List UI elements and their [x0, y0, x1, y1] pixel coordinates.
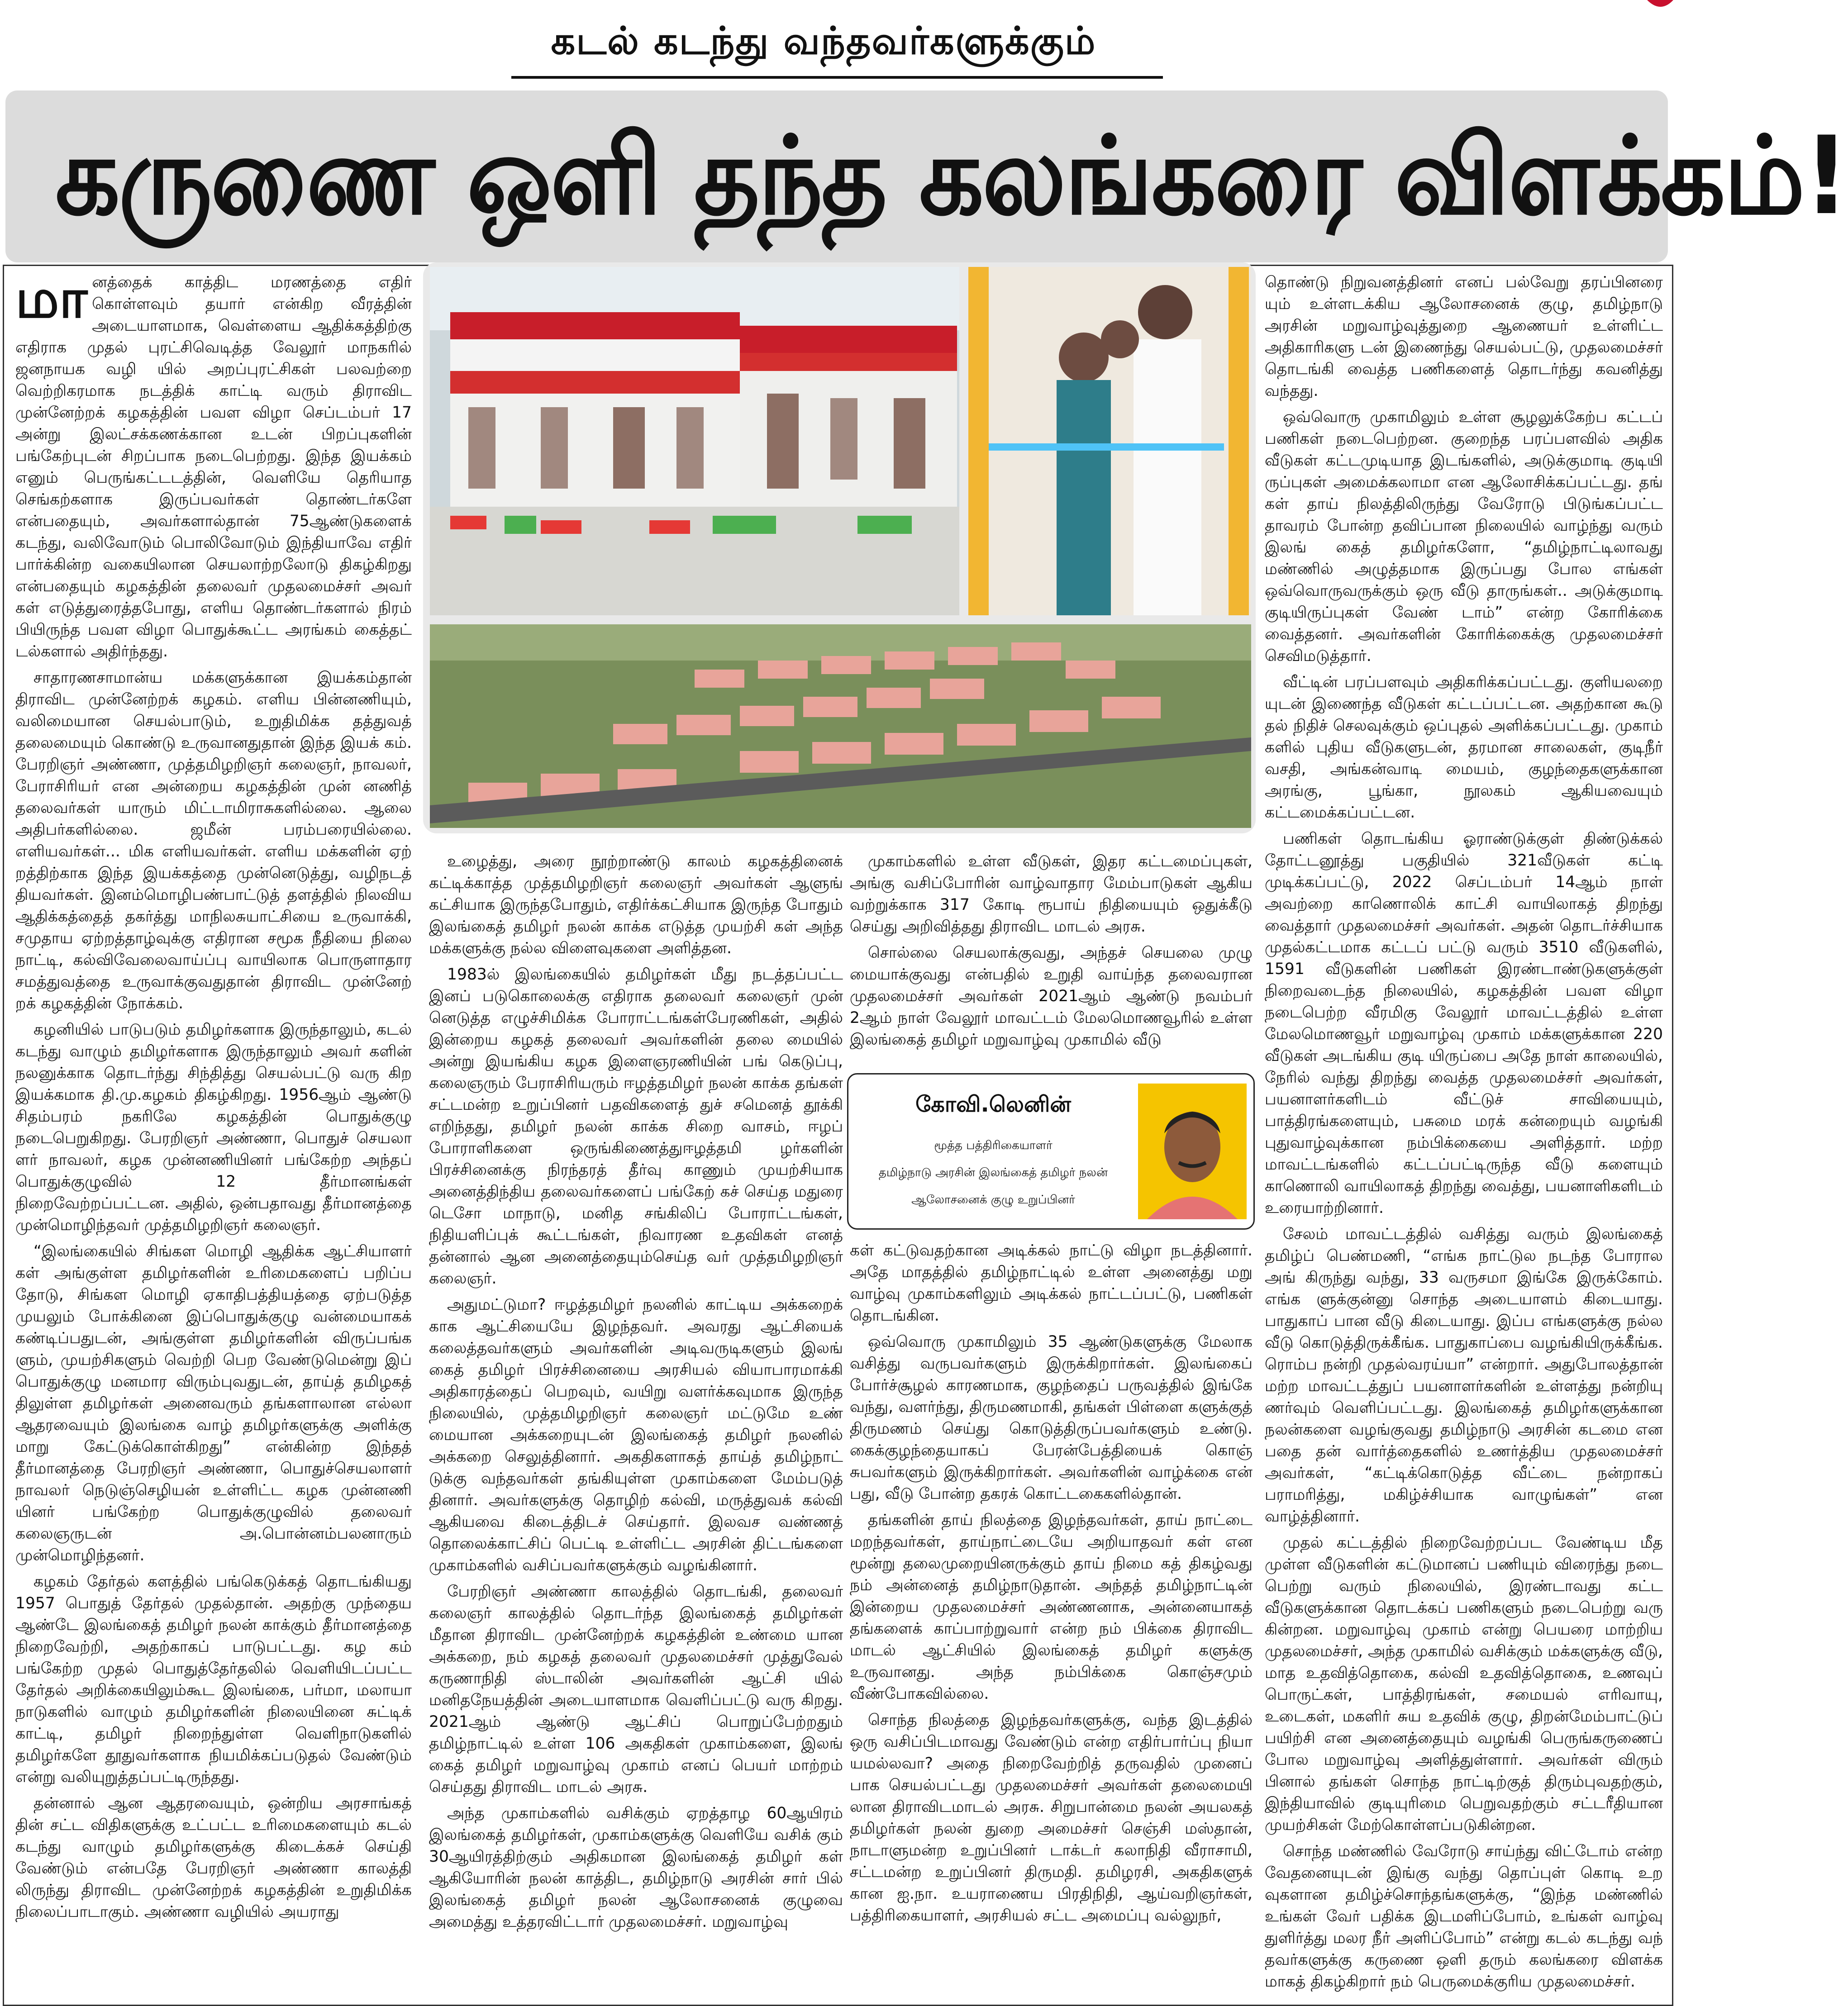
- column-2: [429, 851, 843, 1991]
- page-corner-mark: [1638, 0, 1673, 9]
- author-box: [847, 1073, 1255, 1230]
- col4-paragraph-4: பணிகள் தொடங்கிய ஓராண்டுக்குள் திண்டுக்கல் தோட்டனூத்து பகுதியில் 321வீடுகள் கட்டி முடிக்கப்பட்டு, 2022 செப்டம்பர் 14ஆம் நாள் அவற்றை காணொலிக் காட்சி வாயிலாகத் திறந்து வைத்தார் முதலமைச்சர் அவர்கள். அதன் தொடர்ச்சியாக முதல்கட்டமாக கட்டப் பட்டு வரும் 3510 வீடுகளில், 1591 வீடுகளின் பணிகள் இரண்டாண்டுகளுக்குள் நிறைவடைந்த நிலையில், கழகத்தின் பவள விழா நடைபெற்ற வீரமிகு வேலூர் மாவட்டத்தில் உள்ள மேலமொணவூர் மறுவாழ்வு முகாம் மக்களுக்கான 220 வீடுகள் அடங்கிய குடி யிருப்பை அதே நாள் காலையில், நேரில் வந்து திறந்து வைத்த முதலமைச்சர் அவர்கள், பயனாளர்களிடம் வீட்டுச் சாவியையும், பாத்திரங்களையும், பசுமை மரக் கன்றையும் வழங்கி புதுவாழ்வுக்கான நம்பிக்கையை அளித்தார். மற்ற மாவட்டங்களில் கட்டப்பட்டிருந்த வீடு களையும் காணொலி வாயிலாகத் திறந்து வைத்து, பயனாளிகளிடம் உரையாற்றினார்.: [1265, 830, 1663, 1217]
- dropcap: மா: [15, 267, 85, 330]
- photo-collage: [423, 262, 1256, 833]
- col1-paragraph-4: “இலங்கையில் சிங்கள மொழி ஆதிக்க ஆட்சியாளர் கள் அங்குள்ள தமிழர்களின் உரிமைகளைப் பறிப்ப தோடு, சிங்கள மொழி ஏகாதிபத்தியத்தை ஏற்படுத்த முயலும் போக்கினை இப்பொதுக்குழு வன்மையாகக் கண்டிப்பதுடன், அங்குள்ள தமிழர்களின் விருப்பங்க ளும், முயற்சிகளும் வெற்றி பெற வேண்டுமென்று இப் பொதுக்குழு மனமார விரும்புவதுடன், தாய்த் தமிழகத் திலுள்ள தமிழர்கள் அனைவரும் தங்களாலான எல்லா ஆதரவையும் இலங்கை வாழ் தமிழர்களுக்கு அளிக்கு மாறு கேட்டுக்கொள்கிறது” என்கின்ற இந்தத் தீர்மானத்தை பேரறிஞர் அண்ணா, பொதுச்செயலாளர் நாவலர் நெடுஞ்செழியன் உள்ளிட்ட கழக முன்னணி யினர் பங்கேற்ற பொதுக்குழுவில் தலைவர் கலைஞருடன் அ.பொன்னம்பலனாரும் முன்மொழிந்தனர்.: [15, 1242, 412, 1564]
- author-title: மூத்த பத்திரிகையாளர்: [934, 1139, 1053, 1152]
- col4-paragraph-1: தொண்டு நிறுவனத்தினர் எனப் பல்வேறு தரப்பினரை யும் உள்ளடக்கிய ஆலோசனைக் குழு, தமிழ்நாடு அரசின் மறுவாழ்வுத்துறை ஆணையர் உள்ளிட்ட அதிகாரிகளு டன் இணைந்து செயல்பட்டு, முதலமைச்சர் தொடங்கி வைத்த பணிகளைத் தொடர்ந்து கவனித்து வந்தது.: [1265, 273, 1663, 400]
- col2-paragraph-4: பேரறிஞர் அண்ணா காலத்தில் தொடங்கி, தலைவர் கலைஞர் காலத்தில் தொடர்ந்த இலங்கைத் தமிழர்கள் மீதான திராவிட முன்னேற்றக் கழகத்தின் உண்மை யான அக்கறை, நம் கழகத் தலைவர் முதலமைச்சர் முத்துவேல் கருணாநிதி ஸ்டாலின் அவர்களின் ஆட்சி யில் மனிதநேயத்தின் அடையாளமாக வெளிப்பட்டு வரு கிறது. 2021ஆம் ஆண்டு ஆட்சிப் பொறுப்பேற்றதும் தமிழ்நாட்டில் உள்ள 106 அகதிகள் முகாம்களை, இலங் கைத் தமிழர் மறுவாழ்வு முகாம் எனப் பெயர் மாற்றம் செய்தது திராவிட மாடல் அரசு.: [429, 1583, 843, 1796]
- col4-paragraph-3: வீட்டின் பரப்பளவும் அதிகரிக்கப்பட்டது. குளியலறை யுடன் இணைந்த வீடுகள் கட்டப்பட்டன. அதற்கான கூடு தல் நிதிச் செலவுக்கும் ஒப்புதல் அளிக்கப்பட்டது. முகாம் களில் புதிய வீடுகளுடன், தரமான சாலைகள், குடிநீர் வசதி, அங்கன்வாடி மையம், குழந்தைகளுக்கான அரங்கு, பூங்கா, நூலகம் ஆகியவையும் கட்டமைக்கப்பட்டன.: [1265, 673, 1663, 822]
- kicker-heading: கடல் கடந்து வந்தவர்களுக்கும்: [551, 19, 1096, 63]
- headline-banner: [5, 90, 1848, 262]
- col2-paragraph-5: அந்த முகாம்களில் வசிக்கும் ஏறத்தாழ 60ஆயிரம் இலங்கைத் தமிழர்கள், முகாம்களுக்கு வெளியே வசிக் கும் 30ஆயிரத்திற்கும் அதிகமான இலங்கைத் தமிழர் கள் ஆகியோரின் நலன் காத்திட, தமிழ்நாடு அரசின் சார் பில் இலங்கைத் தமிழர் நலன் ஆலோசனைக் குழுவை அமைத்து உத்தரவிட்டார் முதலமைச்சர். மறுவாழ்வு: [429, 1804, 843, 1931]
- author-role: ஆலோசனைக் குழு உறுப்பினர்: [911, 1193, 1075, 1207]
- col3-paragraph-5: தங்களின் தாய் நிலத்தை இழந்தவர்கள், தாய் நாட்டை மறந்தவர்கள், தாய்நாட்டையே அறியாதவர் கள் என மூன்று தலைமுறையினருக்கும் தாய் நிமை கத் திகழ்வது நம் அன்னைத் தமிழ்நாடுதான். அந்தத் தமிழ்நாட்டின் இன்றைய முதலமைச்சர் அண்ணனாக, அன்னையாகத் தங்களைக் காப்பாற்றுவார் என்ற நம் பிக்கை திராவிட மாடல் ஆட்சியில் இலங்கைத் தமிழர் களுக்கு உருவானது. அந்த நம்பிக்கை கொஞ்சமும் வீண்போகவில்லை.: [850, 1511, 1253, 1703]
- col4-paragraph-2: ஒவ்வொரு முகாமிலும் உள்ள சூழலுக்கேற்ப கட்டப் பணிகள் நடைபெற்றன. குறைந்த பரப்பளவில் அதிக வீடுகள் கட்டமுடியாத இடங்களில், அடுக்குமாடி குடியி ருப்புகள் அமைக்கலாமா என ஆலோசிக்கப்பட்டது. தங் கள் தாய் நிலத்திலிருந்து வேரோடு பிடுங்கப்பட்ட தாவரம் போன்ற தவிப்பான நிலையில் வாழ்ந்து வரும் இலங் கைத் தமிழர்களோ, “தமிழ்நாட்டிலாவது மண்ணில் அழுத்தமாக இருப்பது போல எங்கள் ஒவ்வொருவருக்கும் ஒரு வீடு தாருங்கள்.. அடுக்குமாடி குடியிருப்புகள் வேண் டாம்” என்ற கோரிக்கை வைத்தனர். அவர்களின் கோரிக்கைக்கு முதலமைச்சர் செவிமடுத்தார்.: [1265, 408, 1663, 665]
- photo-houses: [430, 267, 959, 615]
- col3-paragraph-3: கள் கட்டுவதற்கான அடிக்கல் நாட்டு விழா நடத்தினார். அதே மாதத்தில் தமிழ்நாட்டில் உள்ள அனைத்து மறு வாழ்வு முகாம்களிலும் அடிக்கல் நாட்டப்பட்டு, பணிகள் தொடங்கின.: [850, 1241, 1253, 1325]
- col2-paragraph-3: அதுமட்டுமா? ஈழத்தமிழர் நலனில் காட்டிய அக்கறைக் காக ஆட்சியையே இழந்தவர். அவரது ஆட்சியைக் கலைத்தவர்களும் அவர்களின் அடிவருடிகளும் இலங் கைத் தமிழர் பிரச்சினையை அரசியல் வியாபாரமாக்கி அதிகாரத்தைப் பெறவும், வயிறு வளர்க்கவுமாக இருந்த நிலையில், முத்தமிழறிஞர் கலைஞர் மட்டுமே உண் மையான அக்கறையுடன் இலங்கைத் தமிழர் நலனில் அக்கறை செலுத்தினார். அகதிகளாகத் தாய்த் தமிழ்நாட் டுக்கு வந்தவர்கள் தங்கியுள்ள முகாம்களை மேம்படுத் தினார். அவர்களுக்கு தொழிற் கல்வி, மருத்துவக் கல்வி ஆகியவை கிடைத்திடச் செய்தார். இலவச வண்ணத் தொலைக்காட்சிப் பெட்டி உள்ளிட்ட அரசின் திட்டங்களை முகாம்களில் வசிப்பவர்களுக்கும் வழங்கினார்.: [429, 1296, 843, 1574]
- col2-paragraph-1: உழைத்து, அரை நூற்றாண்டு காலம் கழகத்தினைக் கட்டிக்காத்த முத்தமிழறிஞர் கலைஞர் அவர்கள் ஆளுங் கட்சியாக இருந்தபோதும், எதிர்க்கட்சியாக இருந்த போதும் இலங்கைத் தமிழர் நலன் காக்க எடுத்த முயற்சி கள் அந்த மக்களுக்கு நல்ல விளைவுகளை அளித்தன.: [429, 852, 843, 957]
- column-4: [1265, 271, 1663, 1991]
- col2-paragraph-2: 1983ல் இலங்கையில் தமிழர்கள் மீது நடத்தப்பட்ட இனப் படுகொலைக்கு எதிராக தலைவர் கலைஞர் முன் னெடுத்த எழுச்சிமிக்க போராட்டங்கள்பேரணிகள், அதில் இன்றைய கழகத் தலைவர் அவர்களின் தலை மையில் அன்று இயங்கிய கழக இளைஞரணியின் பங் கெடுப்பு, கலைஞரும் பேராசிரியரும் ஈழத்தமிழர் நலன் காக்க தங்கள் சட்டமன்ற உறுப்பினர் பதவிகளைத் துச் சமெனத் தூக்கி எறிந்தது, தமிழர் நலன் காக்க சிறை வாசம், ஈழப் போராளிகளை ஒருங்கிணைத்துஈழத்தமி ழர்களின் பிரச்சினைக்கு நிரந்தரத் தீர்வு காணும் முயற்சியாக அனைத்திந்திய தலைவர்களைப் பங்கேற் கச் செய்த மதுரை டெசோ மாநாடு, மனித சங்கிலிப் போராட்டங்கள், நிதியளிப்புக் கூட்டங்கள், நிவாரண உதவிகள் எனத் தன்னால் ஆன அனைத்தையும்செய்த வர் முத்தமிழறிஞர் கலைஞர்.: [429, 965, 843, 1288]
- author-photo: [1138, 1084, 1247, 1219]
- author-name: கோவி.லெனின்: [915, 1092, 1071, 1117]
- col3-paragraph-4: ஒவ்வொரு முகாமிலும் 35 ஆண்டுகளுக்கு மேலாக வசித்து வருபவர்களும் இருக்கிறார்கள். இலங்கைப் போர்ச்சூழல் காரணமாக, குழந்தைப் பருவத்தில் இங்கே வந்து, வளர்ந்து, திருமணமாகி, தங்கள் பிள்ளை களுக்குத் திருமணம் செய்து கொடுத்திருப்பவர்களும் உண்டு. கைக்குழந்தையாகப் பேரன்பேத்தியைக் கொஞ் சுபவர்களும் இருக்கிறார்கள். அவர்களின் வாழ்க்கை என் பது, வீடு போன்ற தகரக் கொட்டகைகளில்தான்.: [850, 1333, 1253, 1503]
- col4-paragraph-6: முதல் கட்டத்தில் நிறைவேற்றப்பட வேண்டிய மீத முள்ள வீடுகளின் கட்டுமானப் பணியும் விரைந்து நடை பெற்று வரும் நிலையில், இரண்டாவது கட்ட வீடுகளுக்கான தொடக்கப் பணிகளும் நடைபெற்று வரு கின்றன. மறுவாழ்வு முகாம் என்று பெயரை மாற்றிய முதலமைச்சர், அந்த முகாமில் வசிக்கும் மக்களுக்கு வீடு, மாத உதவித்தொகை, கல்வி உதவித்தொகை, உணவுப் பொருட்கள், பாத்திரங்கள், சமையல் எரிவாயு, உடைகள், மகளிர் சுய உதவிக் குழு, திறன்மேம்பாட்டுப் பயிற்சி என அனைத்தையும் வழங்கி பெருங்கருணைப் போல மறுவாழ்வு அளித்துள்ளார். அவர்கள் விரும் பினால் தங்கள் சொந்த நாட்டிற்குத் திரும்புவதற்கும், இந்தியாவில் குடியுரிமை பெறுவதற்கும் சட்டரீதியான முயற்சிகள் மேற்கொள்ளப்படுகின்றன.: [1265, 1534, 1663, 1834]
- col3-paragraph-2: சொல்லை செயலாக்குவது, அந்தச் செயலை முழு மையாக்குவது என்பதில் உறுதி வாய்ந்த தலைவரான முதலமைச்சர் அவர்கள் 2021ஆம் ஆண்டு நவம்பர் 2ஆம் நாள் வேலூர் மாவட்டம் மேலமொணவூரில் உள்ள இலங்கைத் தமிழர் மறுவாழ்வு முகாமில் வீடு: [850, 944, 1253, 1049]
- photo-aerial-settlement: [430, 624, 1251, 828]
- photo-collage-graphic: [423, 262, 1256, 833]
- col1-paragraph-5: கழகம் தேர்தல் களத்தில் பங்கெடுக்கத் தொடங்கியது 1957 பொதுத் தேர்தல் முதல்தான். அதற்கு முந்தைய ஆண்டே இலங்கைத் தமிழர் நலன் காக்கும் தீர்மானத்தை நிறைவேற்றி, அதற்காகப் பாடுபட்டது. கழ கம் பங்கேற்ற முதல் பொதுத்தேர்தலில் வெளியிடப்பட்ட தேர்தல் அறிக்கையிலும்கூட இலங்கை, பர்மா, மலாயா நாடுகளில் வாழும் தமிழர்களின் நிலையினை சுட்டிக் காட்டி, தமிழர் நிறைந்துள்ள வெளிநாடுகளில் தமிழர்களே தூதுவர்களாக நியமிக்கப்படுதல் வேண்டும் என்று வலியுறுத்தப்பட்டிருந்தது.: [15, 1573, 412, 1786]
- col3-paragraph-1: முகாம்களில் உள்ள வீடுகள், இதர கட்டமைப்புகள், அங்கு வசிப்போரின் வாழ்வாதார மேம்பாடுகள் ஆகிய வற்றுக்காக 317 கோடி ரூபாய் நிதியையும் ஒதுக்கீடு செய்து அறிவித்தது திராவிட மாடல் அரசு.: [850, 852, 1253, 936]
- col1-paragraph-3: கழனியில் பாடுபடும் தமிழர்களாக இருந்தாலும், கடல் கடந்து வாழும் தமிழர்களாக இருந்தாலும் அவர் களின் நலனுக்காக தொடர்ந்து சிந்தித்து செயல்பட்டு வரு கிற இயக்கமாக தி.மு.கழகம் திகழ்கிறது. 1956ஆம் ஆண்டு சிதம்பரம் நகரிலே கழகத்தின் பொதுக்குழு நடைபெறுகிறது. பேரறிஞர் அண்ணா, பொதுச் செயலா ளர் நாவலர், கழக முன்னணியினர் பங்கேற்ற அந்தப் பொதுக்குழுவில் 12 தீர்மானங்கள் நிறைவேற்றப்பட்டன. அதில், ஒன்பதாவது தீர்மானத்தை முன்மொழிந்தவர் முத்தமிழறிஞர் கலைஞர்.: [15, 1021, 412, 1234]
- author-affiliation: தமிழ்நாடு அரசின் இலங்கைத் தமிழர் நலன்: [878, 1166, 1108, 1179]
- col1-paragraph-1: மானத்தைக் காத்திட மரணத்தை எதிர் கொள்ளவும் தயார் என்கிற வீரத்தின் அடையாளமாக, வெள்ளைய ஆதிக்கத்திற்கு எதிராக முதல் புரட்சிவெடித்த வேலூர் மாநகரில் ஜனநாயக வழி யில் அறப்புரட்சிகள் பலவற்றை வெற்றிகரமாக நடத்திக் காட்டி வரும் திராவிட முன்னேற்றக் கழகத்தின் பவள விழா செப்டம்பர் 17 அன்று இலட்சக்கணக்கான உடன் பிறப்புகளின் பங்கேற்புடன் சிறப்பாக நடைபெற்றது. இந்த இயக்கம் எனும் பெருங்கட்டடத்தின், வெளியே தெரியாத செங்கற்களாக இருப்பவர்கள் தொண்டர்களே என்பதையும், அவர்களால்தான் 75ஆண்டுகளைக் கடந்து, வலிவோடும் பொலிவோடும் இந்தியாவே எதிர் பார்க்கின்ற வகையிலான செயலாற்றலோடு திகழ்கிறது என்பதையும் கழகத்தின் தலைவர் முதலமைச்சர் அவர் கள் எடுத்துரைத்தபோது, எளிய தொண்டர்களால் நிரம் பியிருந்த பவள விழா பொதுக்கூட்ட அரங்கம் கைத்தட் டல்களால் அதிர்ந்தது.: [15, 267, 412, 661]
- col4-paragraph-7: சொந்த மண்ணில் வேரோடு சாய்ந்து விட்டோம் என்ற வேதனையுடன் இங்கு வந்து தொப்புள் கொடி உற வுகளான தமிழ்ச்சொந்தங்களுக்கு, “இந்த மண்ணில் உங்கள் வேர் பதிக்க இடமளிப்போம், உங்கள் வாழ்வு துளிர்த்து மலர நீர் அளிப்போம்” என்று கடல் கடந்து வந் தவர்களுக்கு கருணை ஒளி தரும் கலங்கரை விளக்க மாகத் திகழ்கிறார் நம் பெருமைக்குரிய முதலமைச்சர்.: [1265, 1842, 1663, 1991]
- column-3-bottom: [850, 1240, 1253, 1995]
- kicker-underline: [511, 76, 1163, 79]
- col4-paragraph-5: சேலம் மாவட்டத்தில் வசித்து வரும் இலங்கைத் தமிழ்ப் பெண்மணி, “எங்க நாட்டுல நடந்த போரால அங் கிருந்து வந்து, 33 வருசமா இங்கே இருக்கோம். எங்க ளுக்குன்னு சொந்த அடையாளம் கிடையாது. பாதுகாப் பான வீடு கிடையாது. இப்ப எங்களுக்கு நல்ல வீடு கொடுத்திருக்கீங்க. பாதுகாப்பை வழங்கியிருக்கீங்க. ரொம்ப நன்றி முதல்வரய்யா” என்றார். அதுபோலத்தான் மற்ற மாவட்டத்துப் பயனாளர்களின் உள்ளத்து நன்றியு ணர்வும் வெளிப்பட்டது. இலங்கைத் தமிழர்களுக்கான நலன்களை வழங்குவது தமிழ்நாடு அரசின் கடமை என பதை தன் வார்த்தைகளில் உணர்த்திய முதலமைச்சர் அவர்கள், “கட்டிக்கொடுத்த வீட்டை நன்றாகப் பராமரித்து, மகிழ்ச்சியாக வாழுங்கள்” என வாழ்த்தினார்.: [1265, 1225, 1663, 1526]
- headline: கருணை ஒளி தந்த கலங்கரை விளக்கம்!: [55, 114, 1848, 239]
- column-3-top: [850, 851, 1253, 1063]
- col1-paragraph-6: தன்னால் ஆன ஆதரவையும், ஒன்றிய அரசாங்கத் தின் சட்ட விதிகளுக்கு உட்பட்ட உரிமைகளையும் கடல் கடந்து வாழும் தமிழர்களுக்கு கிடைக்கச் செய்தி வேண்டும் என்பதே பேரறிஞர் அண்ணா காலத்தி லிருந்து திராவிட முன்னேற்றக் கழகத்தின் உறுதிமிக்க நிலைப்பாடாகும். அண்ணா வழியில் அயராது: [15, 1794, 412, 1921]
- column-1: [15, 267, 412, 1991]
- col3-paragraph-6: சொந்த நிலத்தை இழந்தவர்களுக்கு, வந்த இடத்தில் ஒரு வசிப்பிடமாவது வேண்டும் என்ற எதிர்பார்ப்பு நியா யமல்லவா? அதை நிறைவேற்றித் தருவதில் முனைப் பாக செயல்பட்டது முதலமைச்சர் அவர்கள் தலைமையி லான திராவிடமாடல் அரசு. சிறுபான்மை நலன் அயலகத் தமிழர்கள் நலன் துறை அமைச்சர் செஞ்சி மஸ்தான், நாடாளுமன்ற உறுப்பினர் டாக்டர் கலாநிதி வீராசாமி, சட்டமன்ற உறுப்பினர் திருமதி. தமிழரசி, அகதிகளுக் கான ஐ.நா. உயராணைய பிரதிநிதி, ஆய்வறிஞர்கள், பத்திரிகையாளர், அரசியல் சட்ட அமைப்பு வல்லுநர்,: [850, 1711, 1253, 1925]
- photo-inauguration: [968, 267, 1251, 615]
- col1-paragraph-2: சாதாரணசாமான்ய மக்களுக்கான இயக்கம்தான் திராவிட முன்னேற்றக் கழகம். எளிய பின்னணியும், வலிமையான செயல்பாடும், உறுதிமிக்க தத்துவத் தலைமையும் கொண்டு உருவானதுதான் இந்த இயக் கம். பேரறிஞர் அண்ணா, முத்தமிழறிஞர் கலைஞர், நாவலர், பேராசிரியர் என அன்றைய கழகத்தின் முன் னணித் தலைவர்கள் யாரும் மிட்டாமிராசுகளில்லை. ஆலை அதிபர்களில்லை. ஜமீன் பரம்பரையில்லை. எளியவர்கள்... மிக எளியவர்கள். எளிய மக்களின் ஏற் றத்திற்காக இந்த இயக்கத்தை முன்னெடுத்து, வழிநடத் தியவர்கள். இனம்மொழிபண்பாட்டுத் தளத்தில் நிலவிய ஆதிக்கத்தைத் தகர்த்து மாநிலசுயாட்சியை உருவாக்கி, சமுதாய ஏற்றத்தாழ்வுக்கு எதிரான சமூக நீதியை நிலை நாட்டி, கல்விவேலைவாய்ப்பு வாயிலாக பொருளாதார சமத்துவத்தை உருவாக்குவதுதான் திராவிட முன்னேற் றக் கழகத்தின் நோக்கம்.: [15, 669, 412, 1013]
